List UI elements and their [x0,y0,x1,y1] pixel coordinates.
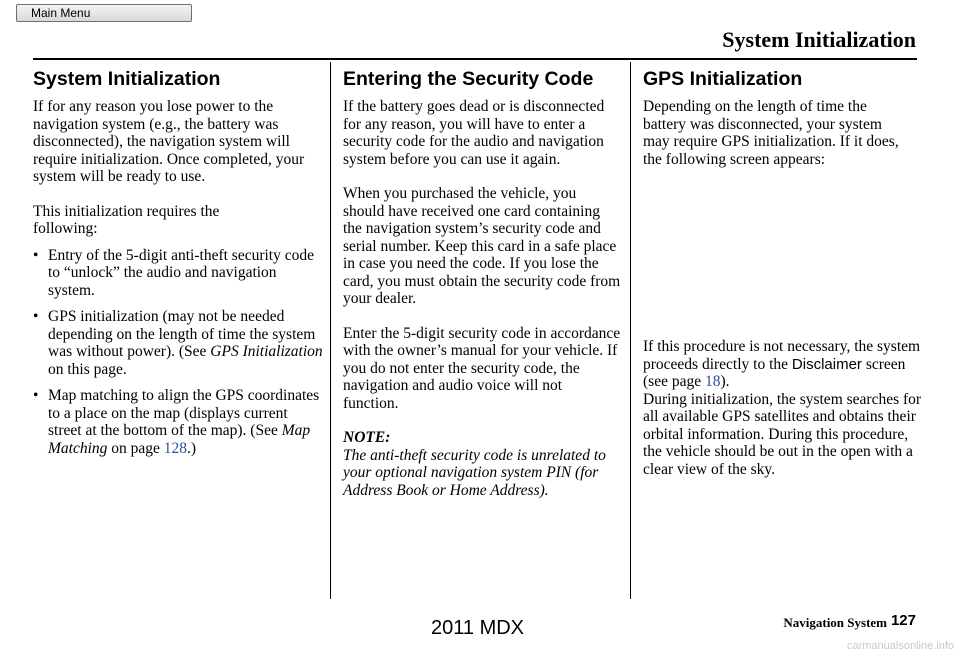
page-title: System Initialization [722,27,916,52]
main-menu-button[interactable]: Main Menu [16,4,192,22]
page-link-18[interactable]: 18 [704,373,721,390]
list-item: • GPS initialization (may not be needed depending on the length of time the system was without power). (See GPS Initialization on this page. [33,308,323,378]
requirements-list [33,247,323,458]
screen-image-placeholder [643,168,923,338]
cross-reference: GPS Initialization [210,343,323,360]
list-item: • Entry of the 5-digit anti-theft security code to “unlock” the audio and navigation system. [33,246,314,299]
model-label: 2011 MDX [431,617,525,639]
paragraph: When you purchased the vehicle, you should have received one card containing the navigation system’s security code and serial number. Keep this card in a safe place in case you need the code. If you lose the card, you must obtain the security code from your dealer. [343,185,621,307]
paragraph: If this procedure is not necessary, the system proceeds directly to the Disclaimer screen (see page 18). [643,338,921,390]
section-heading: GPS Initialization [643,68,803,90]
note-label: NOTE: [343,429,391,446]
column-gps-initialization [643,66,923,478]
section-heading: Entering the Security Code [343,68,594,90]
paragraph: During initialization, the system searches for all available GPS satellites and obtains their orbital information. During this procedure, the vehicle should be out in the open with a clear view of the sky. [643,390,922,478]
cross-reference: Map Matching [48,422,311,457]
section-heading: System Initialization [33,68,221,90]
page-number: 127 [890,612,916,629]
note-text: The anti-theft security code is unrelated to your optional navigation system PIN (for Address Book or Home Address). [343,446,606,499]
screen-term: Disclaimer [791,355,862,373]
watermark: carmanualsonline.info [846,640,954,652]
paragraph: If the battery goes dead or is disconnected for any reason, you will have to enter a security code for the audio and navigation system before you can use it again. [343,98,605,168]
header-rule [33,58,917,60]
list-item: • Map matching to align the GPS coordinates to a place on the map (displays current street at the bottom of the map). (See Map Matching on page 128.) [33,387,320,457]
page-link-128[interactable]: 128 [163,439,188,457]
footer-label: Navigation System [783,615,887,630]
paragraph: Enter the 5-digit security code in accordance with the owner’s manual for your vehicle. If you do not enter the security code, the navigation and audio voice will not function. [343,324,621,412]
column-divider [330,62,331,599]
paragraph: Depending on the length of time the battery was disconnected, your system may require GPS initialization. If it does, the following screen appears: [643,98,899,168]
paragraph: This initialization requires the following: [33,202,220,237]
column-divider [630,62,631,599]
column-system-initialization [33,66,323,466]
paragraph: If for any reason you lose power to the navigation system (e.g., the battery was disconnected), the navigation system will require initialization. Once completed, your system will be ready to use. [33,98,305,185]
column-security-code [343,66,621,499]
